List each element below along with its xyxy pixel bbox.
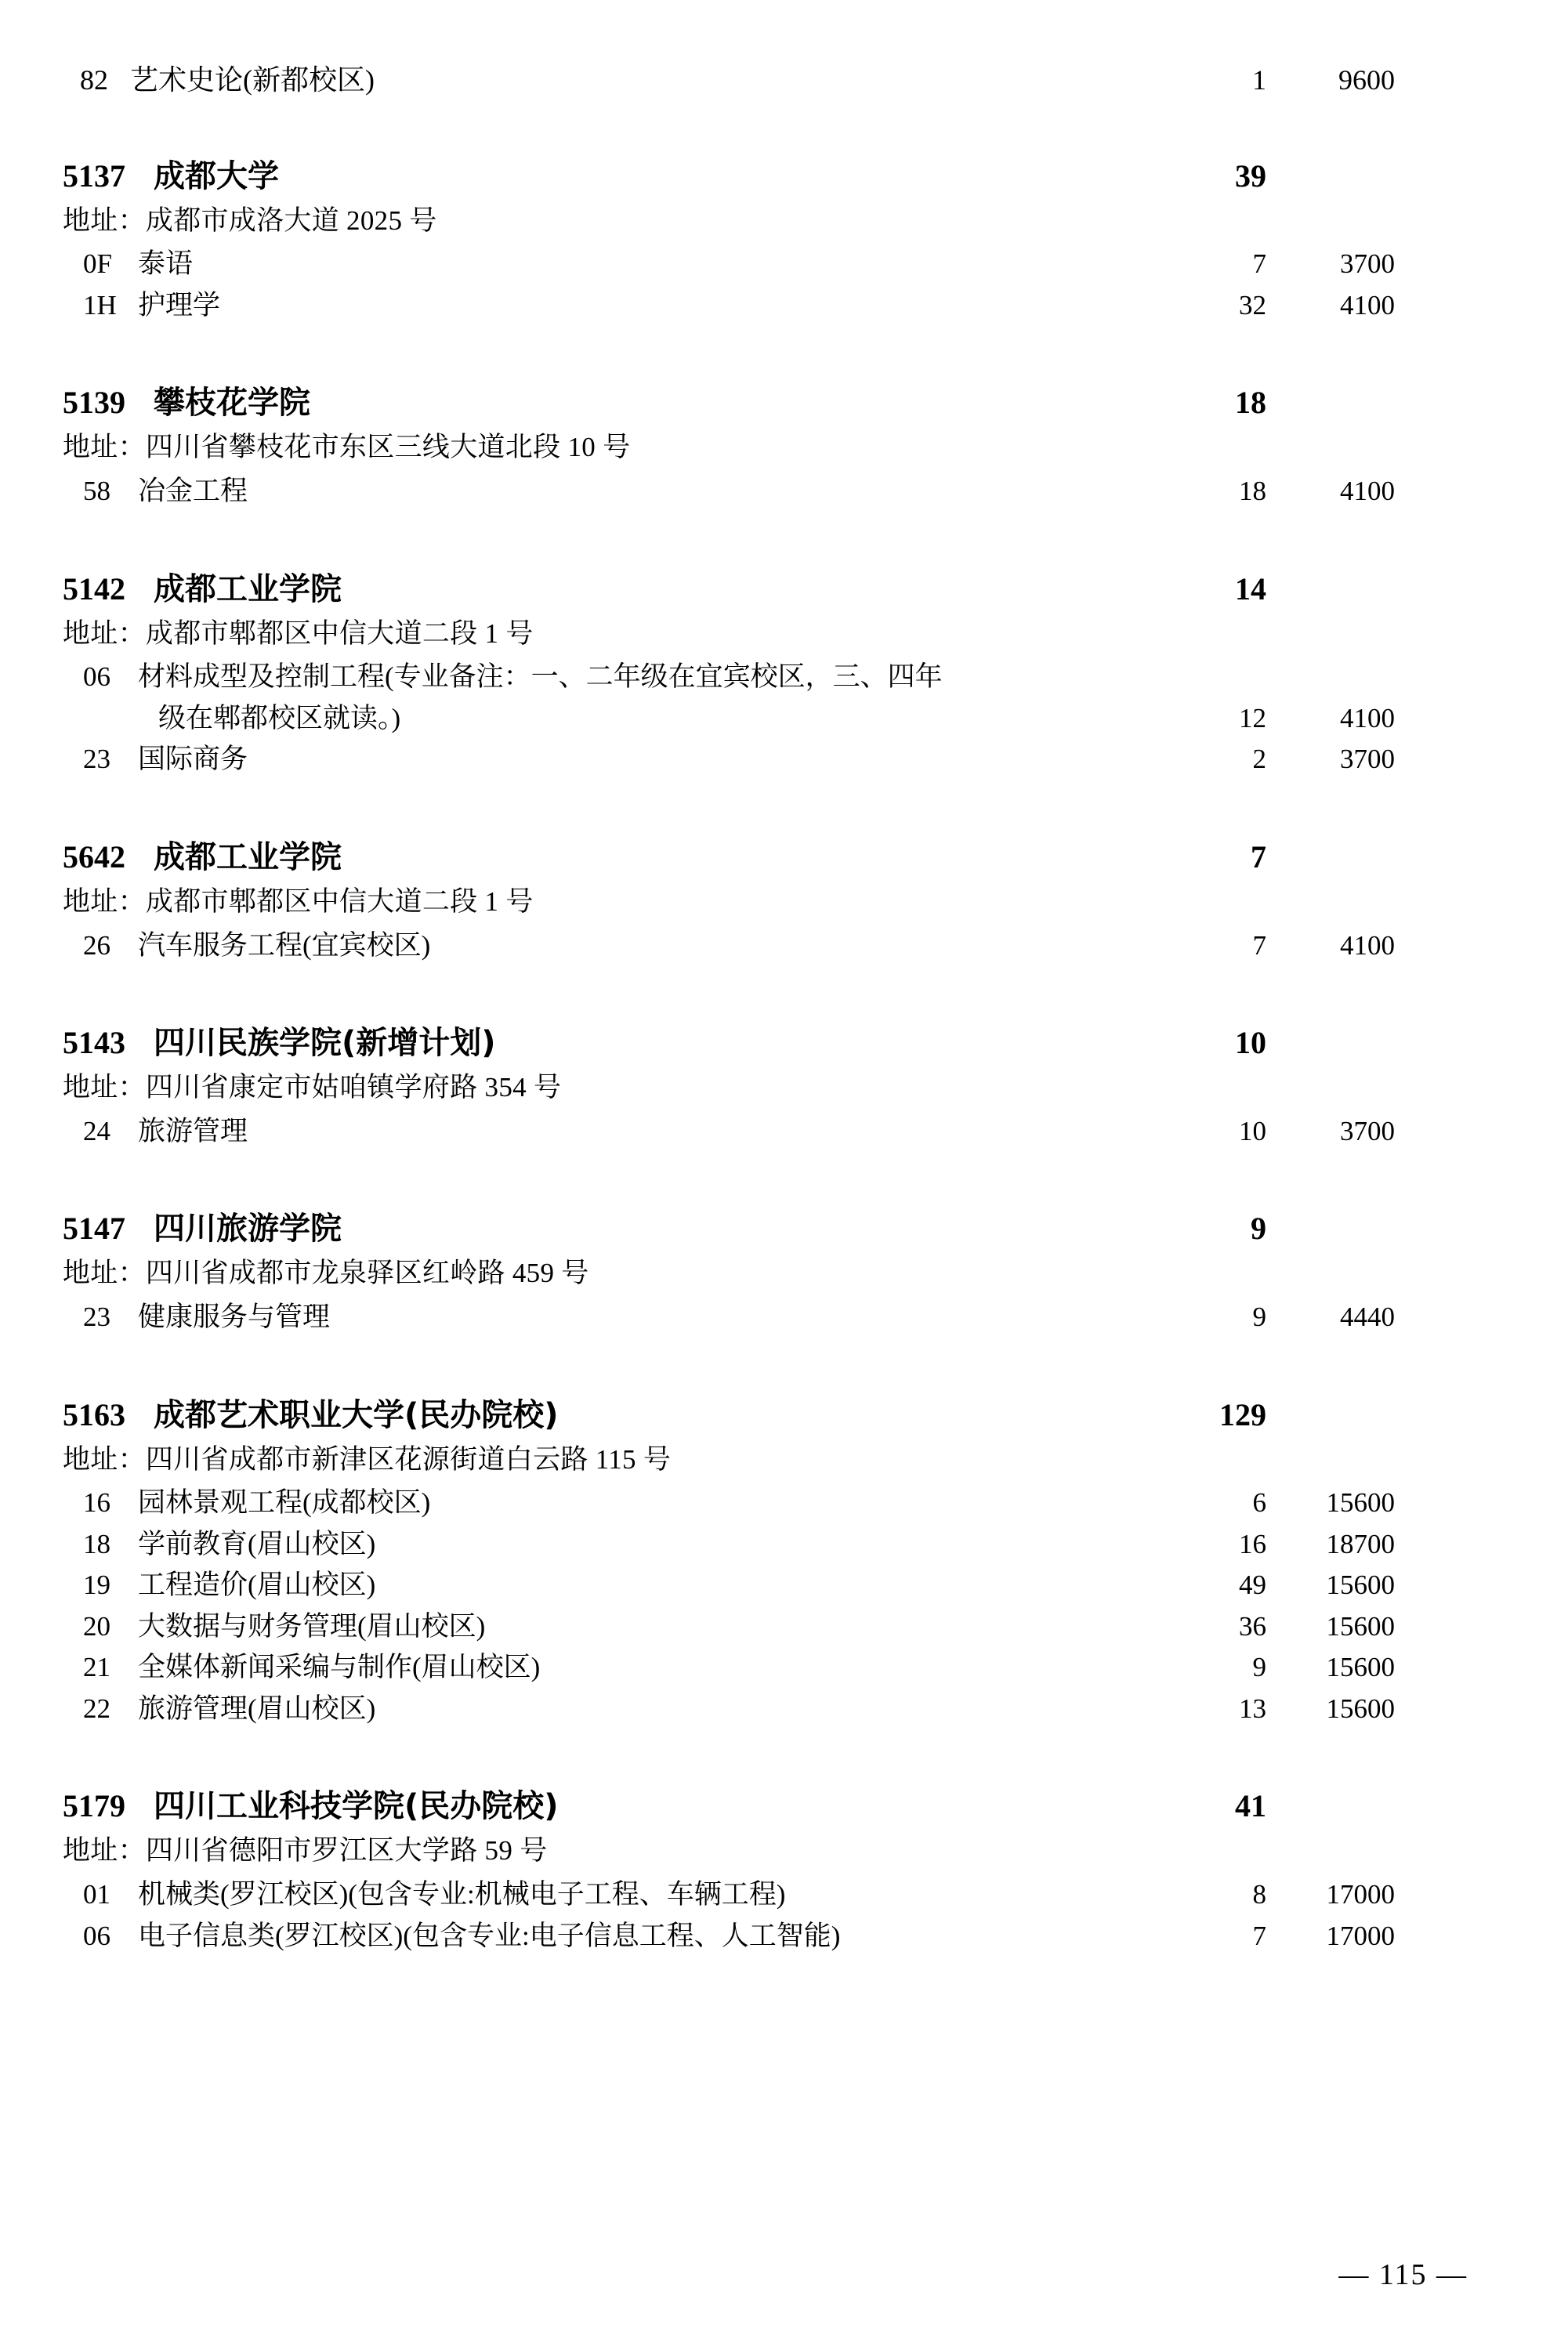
list-item [63, 1647, 1395, 1689]
page-content [63, 61, 1473, 1957]
school-header [63, 1023, 1395, 1063]
major-name: 学前教育(眉山校区) [138, 1528, 376, 1559]
major-fee: 4100 [1340, 702, 1395, 733]
major-list [63, 1111, 1473, 1153]
school-header [63, 569, 1395, 610]
school-header [63, 1395, 1395, 1436]
major-name: 泰语 [138, 248, 194, 280]
school-total: 129 [1219, 1396, 1266, 1432]
major-name: 园林景观工程(成都校区) [138, 1487, 431, 1519]
major-plan-count: 8 [1252, 1879, 1266, 1910]
list-item [63, 1874, 1395, 1916]
school-code: 5139 [63, 385, 125, 421]
major-name: 工程造价(眉山校区) [138, 1570, 376, 1601]
school-block [63, 1023, 1473, 1152]
major-list [63, 244, 1473, 326]
school-address: 地址：四川省成都市龙泉驿区红岭路 459 号 [63, 1258, 589, 1289]
major-code: 23 [83, 1302, 110, 1333]
major-list [63, 925, 1473, 967]
school-block [63, 1208, 1473, 1338]
major-code: 20 [83, 1610, 110, 1642]
major-code: 26 [83, 929, 110, 961]
school-code: 5143 [63, 1025, 125, 1061]
major-code: 21 [83, 1652, 110, 1683]
school-name: 成都工业学院 [154, 838, 342, 875]
major-name: 健康服务与管理 [138, 1302, 331, 1333]
school-address: 地址：成都市郫都区中信大道二段 1 号 [63, 885, 534, 917]
list-item [63, 1297, 1395, 1338]
major-code: 01 [83, 1879, 110, 1910]
school-header [63, 156, 1395, 197]
major-code: 58 [83, 476, 110, 507]
school-block [63, 837, 1473, 966]
major-code: 22 [83, 1693, 110, 1724]
major-code: 1H [83, 289, 117, 320]
major-plan-count: 18 [1239, 476, 1266, 507]
school-name: 四川旅游学院 [154, 1211, 342, 1247]
major-fee: 3700 [1340, 1115, 1395, 1146]
major-plan-count: 12 [1239, 702, 1266, 733]
school-header [63, 837, 1395, 878]
list-item [63, 1524, 1395, 1566]
major-plan-count: 6 [1252, 1487, 1266, 1519]
school-address: 地址：成都市成洛大道 2025 号 [63, 205, 437, 236]
major-fee: 15600 [1326, 1570, 1395, 1601]
major-code: 06 [83, 661, 110, 693]
school-address: 地址：四川省成都市新津区花源街道白云路 115 号 [63, 1443, 672, 1475]
list-item [63, 244, 1395, 285]
major-plan-count: 7 [1252, 929, 1266, 961]
school-block [63, 156, 1473, 327]
school-name: 四川民族学院(新增计划) [154, 1025, 496, 1062]
school-total: 39 [1235, 158, 1266, 194]
school-block [63, 1786, 1473, 1957]
school-address: 地址：四川省德阳市罗江区大学路 59 号 [63, 1835, 548, 1867]
major-name: 汽车服务工程(宜宾校区) [138, 929, 431, 961]
major-name-continued: 级在郫都校区就读。) [158, 702, 401, 733]
major-name: 护理学 [138, 289, 221, 320]
major-code: 06 [83, 1920, 110, 1951]
major-plan-count: 9 [1252, 1652, 1266, 1683]
major-code: 18 [83, 1528, 110, 1559]
major-fee: 9600 [1338, 64, 1395, 96]
major-fee: 17000 [1326, 1920, 1395, 1951]
list-item [63, 657, 1395, 739]
major-name: 电子信息类(罗江校区)(包含专业:电子信息工程、人工智能) [138, 1920, 841, 1951]
major-list [63, 1297, 1473, 1338]
list-item [63, 1689, 1395, 1730]
school-total: 10 [1235, 1025, 1266, 1061]
school-address: 地址：四川省攀枝花市东区三线大道北段 10 号 [63, 432, 631, 463]
major-list [63, 471, 1473, 512]
school-code: 5163 [63, 1396, 125, 1432]
school-total: 7 [1251, 838, 1266, 874]
major-list [63, 1874, 1473, 1957]
school-header [63, 1208, 1395, 1249]
major-code: 23 [83, 744, 110, 775]
major-name: 机械类(罗江校区)(包含专业:机械电子工程、车辆工程) [138, 1879, 786, 1910]
list-item [63, 285, 1395, 327]
major-plan-count: 2 [1252, 744, 1266, 775]
major-name: 旅游管理(眉山校区) [138, 1693, 376, 1724]
major-name: 旅游管理 [138, 1115, 248, 1146]
major-fee: 4100 [1340, 929, 1395, 961]
school-name: 四川工业科技学院(民办院校) [154, 1788, 559, 1825]
major-fee: 15600 [1326, 1610, 1395, 1642]
school-code: 5142 [63, 570, 125, 607]
list-item [63, 739, 1395, 780]
school-name: 成都艺术职业大学(民办院校) [154, 1396, 559, 1433]
school-address: 地址：四川省康定市姑咱镇学府路 354 号 [63, 1072, 562, 1103]
major-plan-count: 49 [1239, 1570, 1266, 1601]
school-name: 成都工业学院 [154, 570, 342, 607]
school-total: 14 [1235, 570, 1266, 607]
school-code: 5179 [63, 1788, 125, 1824]
school-total: 18 [1235, 385, 1266, 421]
list-item [63, 1483, 1395, 1524]
list-item [63, 1565, 1395, 1606]
major-name: 材料成型及控制工程(专业备注：一、二年级在宜宾校区，三、四年 [138, 661, 943, 693]
major-code: 19 [83, 1570, 110, 1601]
school-block [63, 1395, 1473, 1730]
major-name: 冶金工程 [138, 476, 248, 507]
school-block [63, 382, 1473, 512]
school-name: 成都大学 [154, 158, 279, 194]
major-code: 0F [83, 248, 112, 280]
major-code: 82 [80, 64, 108, 96]
school-total: 9 [1251, 1211, 1266, 1247]
major-fee: 4100 [1340, 289, 1395, 320]
major-name: 大数据与财务管理(眉山校区) [138, 1610, 486, 1642]
school-name: 攀枝花学院 [154, 385, 310, 422]
school-address: 地址：成都市郫都区中信大道二段 1 号 [63, 617, 534, 649]
major-plan-count: 7 [1252, 248, 1266, 280]
school-block [63, 569, 1473, 780]
major-plan-count: 32 [1239, 289, 1266, 320]
major-fee: 17000 [1326, 1879, 1395, 1910]
list-item [63, 1111, 1395, 1153]
list-item [63, 1916, 1395, 1957]
major-fee: 3700 [1340, 744, 1395, 775]
list-item [63, 925, 1395, 967]
major-plan-count: 10 [1239, 1115, 1266, 1146]
major-fee: 15600 [1326, 1652, 1395, 1683]
major-name: 全媒体新闻采编与制作(眉山校区) [138, 1652, 541, 1683]
school-header [63, 382, 1395, 423]
list-item [63, 471, 1395, 512]
page-number: — 115 — [1338, 2258, 1468, 2291]
major-list [63, 657, 1473, 780]
major-fee: 18700 [1326, 1528, 1395, 1559]
major-fee: 15600 [1326, 1487, 1395, 1519]
major-plan-count: 13 [1239, 1693, 1266, 1724]
school-header [63, 1786, 1395, 1827]
major-plan-count: 7 [1252, 1920, 1266, 1951]
major-plan-count: 9 [1252, 1302, 1266, 1333]
major-list [63, 1483, 1473, 1729]
major-code: 16 [83, 1487, 110, 1519]
major-fee: 3700 [1340, 248, 1395, 280]
major-fee: 4440 [1340, 1302, 1395, 1333]
major-fee: 15600 [1326, 1693, 1395, 1724]
list-item [63, 61, 1395, 100]
school-total: 41 [1235, 1788, 1266, 1824]
major-plan-count: 36 [1239, 1610, 1266, 1642]
major-code: 24 [83, 1115, 110, 1146]
major-plan-count: 1 [1252, 64, 1266, 96]
major-name: 艺术史论(新都校区) [130, 64, 375, 96]
major-name: 国际商务 [138, 744, 248, 775]
major-plan-count: 16 [1239, 1528, 1266, 1559]
school-code: 5147 [63, 1211, 125, 1247]
major-fee: 4100 [1340, 476, 1395, 507]
school-code: 5642 [63, 838, 125, 874]
list-item [63, 1606, 1395, 1648]
school-code: 5137 [63, 158, 125, 194]
